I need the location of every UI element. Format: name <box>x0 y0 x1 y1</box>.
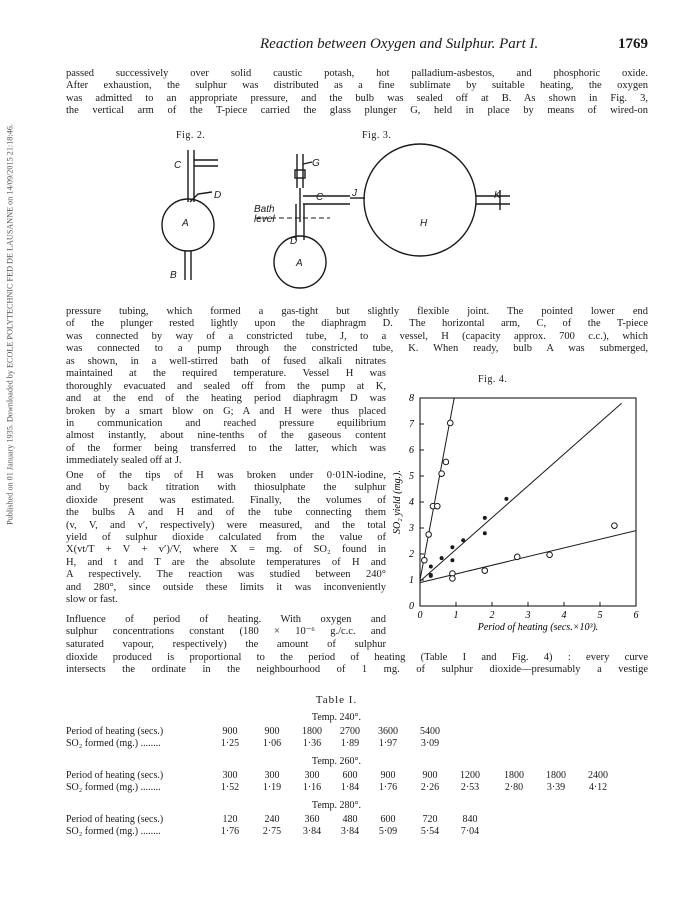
figure-letter: C <box>174 160 182 171</box>
row-label: SO₂ formed (mg.) ........ <box>66 738 161 749</box>
x-tick-label: 4 <box>561 610 567 621</box>
data-point <box>461 538 465 542</box>
data-point <box>547 552 553 558</box>
figure-letter: D <box>214 190 222 201</box>
y-tick-label: 2 <box>409 549 414 560</box>
table-row <box>66 826 656 838</box>
y-tick-label: 0 <box>409 601 414 612</box>
text-line: Influence of period of heating. With oxygen and <box>66 614 386 625</box>
fig3-label: Fig. 3. <box>362 130 392 141</box>
data-point <box>429 564 433 568</box>
text-line: in communication and reached pressure equilibrium <box>66 418 386 430</box>
paragraph-heating <box>66 614 386 651</box>
series-line <box>420 403 622 581</box>
table-cell: 900 <box>222 726 238 737</box>
table-cell: 300 <box>304 770 320 781</box>
table-cell: 120 <box>222 814 238 825</box>
table-cell: 1·84 <box>340 782 360 793</box>
table-cell: 600 <box>342 770 358 781</box>
row-label: SO₂ formed (mg.) ........ <box>66 782 161 793</box>
table-cell: 300 <box>264 770 280 781</box>
row-label: Period of heating (secs.) <box>66 726 164 737</box>
text-line: the bulbs A and H and of the tube connecting them <box>66 507 386 519</box>
text-line: One of the tips of H was broken under 0·01N-iodine, <box>66 470 386 481</box>
table-cell: 2·53 <box>460 782 480 793</box>
download-watermark: Published on 01 January 1935. Downloaded by ECOLE POLYTECHNIC FED DE LAUSANNE on 14/09/2015 21:18:46. <box>5 124 15 525</box>
table-cell: 360 <box>304 814 320 825</box>
table-cell: 1·76 <box>378 782 398 793</box>
text-line: sulphur concentrations constant (180 × 10⁻⁶ g./c.c. and <box>66 626 386 638</box>
data-point <box>514 554 520 560</box>
table-cell: 2·26 <box>420 782 440 793</box>
table-cell: 1800 <box>302 726 322 737</box>
table-cell: 7·04 <box>460 826 480 837</box>
table-cell: 1·19 <box>262 782 282 793</box>
table-row <box>66 738 656 750</box>
text-line: yield of sulphur dioxide calculated from the value of <box>66 532 386 544</box>
text-line: and at the end of the heating period diaphragm D was <box>66 393 386 405</box>
x-tick-label: 6 <box>633 610 639 621</box>
x-tick-label: 1 <box>453 610 459 621</box>
data-point <box>450 558 454 562</box>
figure-letter: J <box>352 188 357 199</box>
data-point <box>434 503 440 509</box>
text-line: H, and t and T are the absolute temperatures of H and <box>66 556 386 568</box>
x-axis-label: Period of heating (secs.×10³). <box>477 622 599 633</box>
running-title: Reaction between Oxygen and Sulphur. Part I. <box>260 36 539 52</box>
figure-letter: G <box>312 158 320 169</box>
figure-letter: Bath <box>254 204 275 215</box>
data-point <box>447 420 453 426</box>
table-temp-heading: Temp. 240°. <box>311 712 362 723</box>
table-cell: 1·89 <box>340 738 360 749</box>
table-row <box>66 814 656 826</box>
x-tick-label: 0 <box>417 610 423 621</box>
paragraph-proportional <box>66 652 648 677</box>
table-cell: 5·54 <box>420 826 440 837</box>
figure-letter: D <box>290 236 298 247</box>
data-point <box>504 497 508 501</box>
text-line: broken by a smart blow on G; A and H were thus placed <box>66 405 386 417</box>
data-point <box>439 471 445 477</box>
data-point <box>429 574 433 578</box>
text-line: as shown, in a well-stirred bath of fused alkali nitrates <box>66 356 386 367</box>
fig4-chart <box>382 384 662 644</box>
text-line: was connected to a pump through the constricted tube, K. When ready, bulb A was submerged, <box>66 343 648 355</box>
table-cell: 840 <box>462 814 478 825</box>
data-point <box>440 556 444 560</box>
y-tick-label: 6 <box>409 445 414 456</box>
x-tick-label: 2 <box>489 610 495 621</box>
figure-letter: A <box>296 258 303 269</box>
table-cell: 1800 <box>504 770 524 781</box>
figure-letter: level <box>254 214 275 225</box>
data-point <box>450 545 454 549</box>
figure-letter: C <box>316 192 324 203</box>
figure-letter: A <box>182 218 189 229</box>
table-cell: 5·09 <box>378 826 398 837</box>
text-line: saturated vapour, respectively) the amount of sulphur <box>66 638 386 650</box>
page-number: 1769 <box>618 36 648 52</box>
row-label: Period of heating (secs.) <box>66 770 164 781</box>
y-tick-label: 4 <box>409 497 414 508</box>
table-title: Table I. <box>315 694 358 706</box>
text-line: and 280°, since outside these limits it was inconveniently <box>66 581 386 593</box>
table-cell: 480 <box>342 814 358 825</box>
table-cell: 3·84 <box>302 826 322 837</box>
table-temp-heading: Temp. 260°. <box>311 756 362 767</box>
paragraph-intro <box>66 68 648 118</box>
table-temp-heading: Temp. 280°. <box>311 800 362 811</box>
paragraph-plunger <box>66 306 648 356</box>
text-line: dioxide present was estimated. Finally, the volumes of <box>66 494 386 506</box>
table-cell: 2400 <box>588 770 608 781</box>
paragraph-titration <box>66 470 386 606</box>
apparatus-figures <box>0 140 673 310</box>
y-tick-label: 3 <box>409 523 414 534</box>
table-cell: 1·16 <box>302 782 322 793</box>
text-line: passed successively over solid caustic potash, hot palladium-asbestos, and phosphoric oxide. <box>66 68 648 79</box>
text-line: almost instantly, about nine-tenths of the gaseous content <box>66 430 386 442</box>
table-cell: 1800 <box>546 770 566 781</box>
text-line: immediately sealed off at J. <box>66 455 182 467</box>
text-line: thoroughly evacuated and sealed off from the pump at K, <box>66 380 386 392</box>
table-cell: 900 <box>380 770 396 781</box>
text-line: pressure tubing, which formed a gas-tight but slightly flexible joint. The pointed lower end <box>66 306 648 317</box>
table-row <box>66 770 656 782</box>
y-tick-label: 1 <box>409 575 414 586</box>
table-cell: 300 <box>222 770 238 781</box>
paragraph-procedure <box>66 356 386 468</box>
data-point <box>422 557 428 563</box>
page-header <box>100 36 648 52</box>
text-line: dioxide produced is proportional to the period of heating (Table I and Fig. 4) : every curve <box>66 652 648 663</box>
text-line: the vertical arm of the T-piece carried the glass plunger G, held in place by means of wired-on <box>66 105 648 117</box>
table-cell: 900 <box>422 770 438 781</box>
table-row <box>66 726 656 738</box>
text-line: and by back titration with thiosulphate the sulphur <box>66 482 386 494</box>
data-point <box>450 576 456 582</box>
fig2-label: Fig. 2. <box>176 130 206 141</box>
figure-letter: B <box>170 270 177 281</box>
y-axis-label: SO₂ yield (mg.). <box>392 469 403 535</box>
table-cell: 2·75 <box>262 826 282 837</box>
table-cell: 4·12 <box>588 782 608 793</box>
table-cell: 600 <box>380 814 396 825</box>
data-point <box>483 531 487 535</box>
table-cell: 1·06 <box>262 738 282 749</box>
table-cell: 3·84 <box>340 826 360 837</box>
text-line: slow or fast. <box>66 594 118 606</box>
text-line: X(vt/T + V + v′)/V, where X = mg. of SO₂ found in <box>66 544 386 556</box>
text-line: was connected by way of a constricted tube, J, to a vessel, H (capacity approx. 700 c.c.), which <box>66 330 648 342</box>
text-line: (v, V, and v′, respectively) were measured, and the total <box>66 519 386 531</box>
table-cell: 1·25 <box>220 738 240 749</box>
table-row <box>66 782 656 794</box>
text-line: A respectively. The reaction was studied between 240° <box>66 569 386 581</box>
data-point <box>443 459 449 465</box>
table-cell: 2·80 <box>504 782 524 793</box>
fig4-label: Fig. 4. <box>478 374 508 385</box>
table-cell: 3·09 <box>420 738 440 749</box>
table-cell: 1·52 <box>220 782 240 793</box>
table-cell: 5400 <box>420 726 440 737</box>
text-line: of the former being transferred to the latter, which was <box>66 442 386 454</box>
table-cell: 720 <box>422 814 438 825</box>
table-cell: 1·97 <box>378 738 398 749</box>
text-line: was admitted to an appropriate pressure, and the bulb was sealed off at B. As shown in Fig. 3, <box>66 92 648 104</box>
text-line: After exhaustion, the sulphur was distributed as a fine sublimate by suitable heating, the oxygen <box>66 80 648 92</box>
y-tick-label: 8 <box>409 393 414 404</box>
data-point <box>426 532 432 538</box>
x-tick-label: 5 <box>597 610 603 621</box>
table-cell: 3600 <box>378 726 398 737</box>
x-tick-label: 3 <box>525 610 531 621</box>
text-line: maintained at the required temperature. Vessel H was <box>66 368 386 380</box>
figure-letter: K <box>494 190 501 201</box>
data-point <box>483 516 487 520</box>
y-tick-label: 7 <box>409 419 414 430</box>
table-cell: 1·76 <box>220 826 240 837</box>
row-label: Period of heating (secs.) <box>66 814 164 825</box>
table-cell: 1200 <box>460 770 480 781</box>
table-cell: 900 <box>264 726 280 737</box>
text-line: intersects the ordinate in the neighbourhood of 1 mg. of sulphur dioxide—presumably a vestige <box>66 664 648 676</box>
y-tick-label: 5 <box>409 471 414 482</box>
figure-letter: H <box>420 218 428 229</box>
table-cell: 3·39 <box>546 782 566 793</box>
table-cell: 240 <box>264 814 280 825</box>
data-point <box>482 568 488 574</box>
table-cell: 1·36 <box>302 738 322 749</box>
text-line: of the plunger rested lightly upon the diaphragm D. The horizontal arm, C, of the T-piece <box>66 318 648 330</box>
table-cell: 2700 <box>340 726 360 737</box>
data-point <box>612 523 618 529</box>
row-label: SO₂ formed (mg.) ........ <box>66 826 161 837</box>
